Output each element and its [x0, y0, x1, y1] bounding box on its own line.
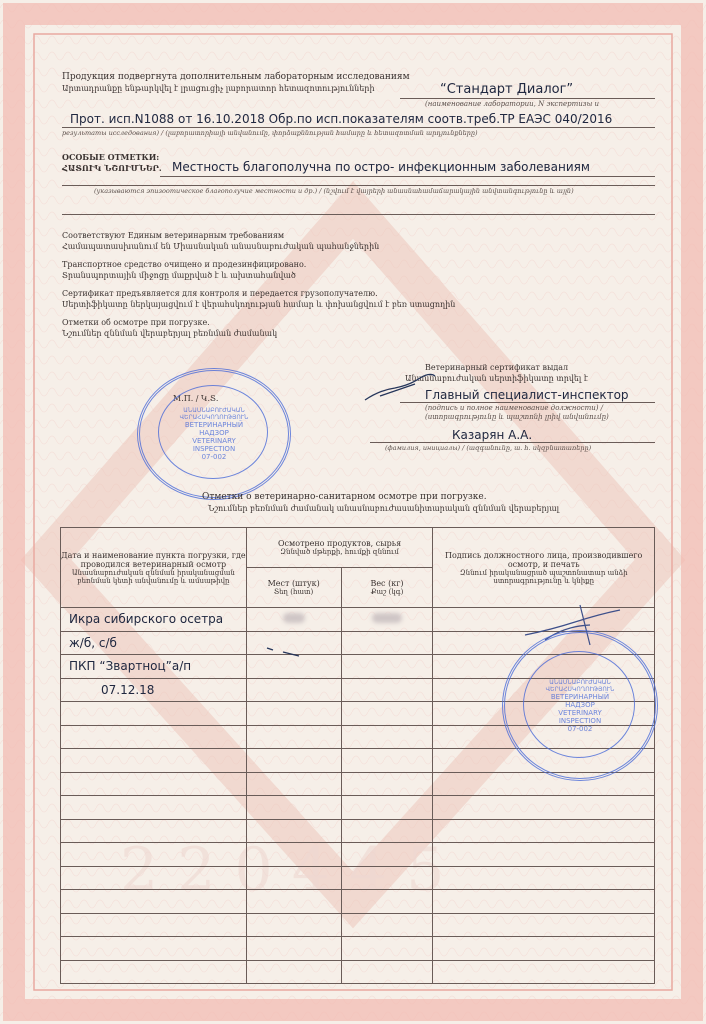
- lab-caption: (наименование лаборатории, N экспертизы и: [425, 100, 600, 108]
- entry-product: Икра сибирского осетра: [61, 608, 247, 632]
- inspection-title-hy: Նշումներ բեռնման ժամանակ անասնաբուժասանիտարական զննման վերաբերյալ: [208, 504, 560, 513]
- col-products-header: Осмотрено продуктов, сырья Զննված մթերքի, հումքի զննում: [246, 528, 433, 568]
- issued-by-hy: Անասնաբուժական սերտիֆիկատը տրվել է: [405, 374, 588, 383]
- veterinary-stamp-table: ԱՆԱՍՆԱԲՈՒԺԱԿԱՆ ՎԵՐԱՀՍԿՈՂՈՒԹՅՈՒՆ ВЕТЕРИНАРНЫЙ НАДЗОР VETERINARY INSPECTION 07-002: [502, 630, 658, 781]
- issuer-position: Главный специалист-инспектор: [425, 388, 629, 402]
- statement-4-hy: Նշումներ զննման վերաբերյալ բեռնման ժամանակ: [62, 329, 278, 338]
- statement-3-ru: Сертификат предъявляется для контроля и передается грузополучателю.: [62, 289, 378, 298]
- statement-1-ru: Соответствуют Единым ветеринарным требованиям: [62, 231, 285, 240]
- col-weight-header: Вес (кг) Քաշ (կգ): [341, 568, 433, 608]
- entry-place: ПКП “Звартноц”а/п: [61, 655, 247, 679]
- places-value: [246, 608, 341, 632]
- name-caption: (фамилия, инициалы) / (ազգանունը, ա. հ. սկզբնատառերը): [385, 444, 592, 452]
- position-caption-ru: (подпись и полное наименование должности) /: [425, 404, 604, 412]
- lab-intro-hy: Արտադրանքը ենթարկվել է լրացուցիչ լաբորատոր հետազոտությունների: [62, 84, 375, 93]
- statement-1-hy: Համապատասխանում են Միասնական անասնաբուժական պահանջներին: [62, 242, 380, 251]
- result-caption: результаты исследования) / (լաբորատորիայի անվանումը, փորձաքննության համարը և հետազոտման արդյունքները): [62, 129, 478, 137]
- lab-name: “Стандарт Диалог”: [440, 82, 574, 97]
- issuer-name: Казарян А.А.: [452, 428, 533, 442]
- entry-packaging: ж/б, с/б: [61, 631, 247, 655]
- ink-mark: [265, 640, 305, 660]
- statement-3-hy: Սերտիֆիկատը ներկայացվում է վերահսկողության համար և փոխանցվում է բեռ ստացողին: [62, 300, 456, 309]
- svg-text:2 2 0 4 4 5: 2 2 0 4 4 5: [120, 835, 445, 905]
- special-marks-caption: (указываются эпизоотическое благополучие местности и др.) / (նշվում է վայրերի անասնահամաճարակային անվտանգությունը և այլն): [94, 187, 574, 195]
- entry-date: 07.12.18: [61, 678, 247, 702]
- position-caption-hy: (ստորագրությունը և պաշտոնի լրիվ անվանումը): [425, 413, 609, 421]
- special-marks-label-ru: ОСОБЫЕ ОТМЕТКИ:: [62, 152, 160, 162]
- col-places-header: Мест (штук) Տեղ (հատ): [246, 568, 341, 608]
- seal-place-label: М.П. / Կ.Տ.: [173, 394, 219, 403]
- lab-intro-ru: Продукция подвергнута дополнительным лабораторным исследованиям: [62, 72, 410, 82]
- statement-2-ru: Транспортное средство очищено и продезинфицировано.: [62, 260, 307, 269]
- issued-by-ru: Ветеринарный сертификат выдал: [425, 363, 569, 372]
- lab-result: Прот. исп.N1088 от 16.10.2018 Обр.по исп.показателям соотв.треб.ТР ЕАЭС 040/2016: [70, 112, 613, 126]
- veterinary-stamp: ԱՆԱՍՆԱԲՈՒԺԱԿԱՆ ՎԵՐԱՀՍԿՈՂՈՒԹՅՈՒՆ ВЕТЕРИНАРНЫЙ НАДЗОР VETERINARY INSPECTION 07-002: [137, 368, 291, 500]
- special-marks-label-hy: ՀԱՏՈՒԿ ՆՇՈՒՄՆԵՐ.: [62, 163, 162, 173]
- special-marks-text: Местность благополучна по остро- инфекционным заболеваниям: [172, 160, 590, 174]
- col-signature-header: Подпись должностного лица, производившего осмотр, и печать Զննում իրականացրած պաշտոնատար անձի ստորագրությունը և կնիքը: [433, 528, 655, 608]
- statement-4-ru: Отметки об осмотре при погрузке.: [62, 318, 210, 327]
- statement-2-hy: Տրանսպորտային միջոցը մաքրված է և ախտահանված: [62, 271, 296, 280]
- weight-value: [341, 608, 433, 632]
- inspection-title-ru: Отметки о ветеринарно-санитарном осмотре при погрузке.: [202, 492, 487, 502]
- col-date-place-header: Дата и наименование пункта погрузки, где проводился ветеринарный осмотр Անասնաբուժական զննման իրականացման բեռնման կետի անվանումը և ամսաթիվը: [61, 528, 247, 608]
